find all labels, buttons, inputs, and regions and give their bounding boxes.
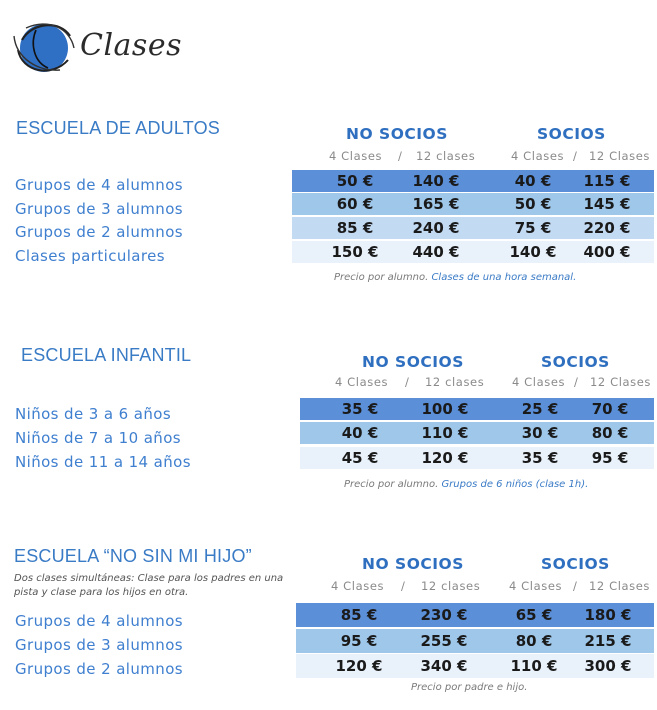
price-cell: 400 € bbox=[583, 243, 631, 261]
price-cell: 240 € bbox=[412, 219, 460, 237]
row-label: Niños de 11 a 14 años bbox=[15, 453, 191, 471]
subheader-12-clases: 12 clases bbox=[421, 579, 481, 593]
price-cell: 220 € bbox=[583, 219, 631, 237]
price-cell: 110 € bbox=[510, 657, 558, 675]
table-row bbox=[296, 654, 654, 678]
price-note bbox=[334, 272, 576, 283]
price-cell: 70 € bbox=[591, 400, 629, 418]
subheader-12-clases: 12 Clases bbox=[590, 375, 652, 389]
note-highlight: Clases de una hora semanal. bbox=[431, 272, 577, 283]
logo-ball-icon bbox=[8, 14, 78, 78]
price-cell: 50 € bbox=[336, 172, 374, 190]
section-description: Dos clases simultáneas: Clase para los padres en una pista y clase para los hijos en otra. bbox=[14, 573, 284, 598]
subheader-4-clases: 4 Clases bbox=[335, 375, 389, 389]
price-note bbox=[411, 682, 527, 693]
price-cell: 75 € bbox=[514, 219, 552, 237]
price-cell: 80 € bbox=[515, 632, 553, 650]
price-cell: 145 € bbox=[583, 195, 631, 213]
table-row bbox=[300, 398, 654, 420]
price-cell: 165 € bbox=[412, 195, 460, 213]
price-cell: 120 € bbox=[335, 657, 383, 675]
price-cell: 45 € bbox=[341, 449, 379, 467]
subheader-sep: / bbox=[405, 375, 410, 389]
subheader-4-clases: 4 Clases bbox=[331, 579, 385, 593]
subheader-sep: / bbox=[573, 579, 578, 593]
subheader-sep: / bbox=[573, 149, 578, 163]
row-label: Niños de 3 a 6 años bbox=[15, 405, 172, 423]
header-no-socios: NO SOCIOS bbox=[346, 125, 448, 143]
price-cell: 110 € bbox=[421, 424, 469, 442]
price-cell: 65 € bbox=[515, 606, 553, 624]
price-cell: 255 € bbox=[420, 632, 468, 650]
subheader-4-clases: 4 Clases bbox=[329, 149, 383, 163]
note-highlight: Grupos de 6 niños (clase 1h). bbox=[441, 479, 589, 490]
subheader-12-clases: 12 Clases bbox=[589, 579, 651, 593]
note-text: Precio por padre e hijo. bbox=[411, 682, 528, 693]
section-title: ESCUELA “NO SIN MI HIJO” bbox=[14, 546, 252, 566]
price-cell: 40 € bbox=[341, 424, 379, 442]
subheader-12-clases: 12 Clases bbox=[589, 149, 651, 163]
subheader-12-clases: 12 clases bbox=[416, 149, 476, 163]
table-row bbox=[296, 629, 654, 653]
row-label: Grupos de 4 alumnos bbox=[15, 612, 183, 630]
price-cell: 340 € bbox=[420, 657, 468, 675]
price-cell: 85 € bbox=[336, 219, 374, 237]
section-title: ESCUELA INFANTIL bbox=[21, 345, 192, 365]
header-socios: SOCIOS bbox=[537, 125, 606, 143]
table-row bbox=[300, 447, 654, 469]
note-text: Precio por alumno. bbox=[334, 272, 429, 283]
row-label: Grupos de 3 alumnos bbox=[15, 636, 183, 654]
price-cell: 80 € bbox=[591, 424, 629, 442]
table-row bbox=[292, 170, 654, 192]
header-socios: SOCIOS bbox=[541, 353, 610, 371]
section-title: ESCUELA DE ADULTOS bbox=[16, 118, 221, 138]
subheader-4-clases: 4 Clases bbox=[509, 579, 563, 593]
logo bbox=[8, 14, 198, 78]
price-cell: 50 € bbox=[514, 195, 552, 213]
row-label: Grupos de 2 alumnos bbox=[15, 660, 183, 678]
table-row bbox=[292, 241, 654, 263]
price-cell: 60 € bbox=[336, 195, 374, 213]
price-cell: 300 € bbox=[584, 657, 632, 675]
row-label: Clases particulares bbox=[15, 247, 165, 265]
price-cell: 150 € bbox=[331, 243, 379, 261]
subheader-sep: / bbox=[401, 579, 406, 593]
price-cell: 95 € bbox=[340, 632, 378, 650]
price-cell: 35 € bbox=[341, 400, 379, 418]
header-socios: SOCIOS bbox=[541, 555, 610, 573]
subheader-sep: / bbox=[398, 149, 403, 163]
price-cell: 140 € bbox=[509, 243, 557, 261]
row-label: Niños de 7 a 10 años bbox=[15, 429, 181, 447]
price-cell: 85 € bbox=[340, 606, 378, 624]
price-note bbox=[344, 479, 588, 490]
price-cell: 95 € bbox=[591, 449, 629, 467]
table-row bbox=[292, 193, 654, 215]
price-cell: 140 € bbox=[412, 172, 460, 190]
price-cell: 215 € bbox=[584, 632, 632, 650]
price-cell: 230 € bbox=[420, 606, 468, 624]
price-cell: 120 € bbox=[421, 449, 469, 467]
price-cell: 115 € bbox=[583, 172, 631, 190]
subheader-12-clases: 12 clases bbox=[425, 375, 485, 389]
header-no-socios: NO SOCIOS bbox=[362, 353, 464, 371]
price-cell: 440 € bbox=[412, 243, 460, 261]
subheader-sep: / bbox=[574, 375, 579, 389]
price-cell: 100 € bbox=[421, 400, 469, 418]
price-cell: 25 € bbox=[521, 400, 559, 418]
row-label: Grupos de 2 alumnos bbox=[15, 223, 183, 241]
table-row bbox=[300, 422, 654, 444]
price-cell: 40 € bbox=[514, 172, 552, 190]
row-label: Grupos de 3 alumnos bbox=[15, 200, 183, 218]
logo-text: Clases bbox=[80, 28, 182, 63]
note-text: Precio por alumno. bbox=[344, 479, 439, 490]
price-cell: 180 € bbox=[584, 606, 632, 624]
row-label: Grupos de 4 alumnos bbox=[15, 176, 183, 194]
table-row bbox=[296, 603, 654, 627]
subheader-4-clases: 4 Clases bbox=[512, 375, 566, 389]
header-no-socios: NO SOCIOS bbox=[362, 555, 464, 573]
price-cell: 35 € bbox=[521, 449, 559, 467]
subheader-4-clases: 4 Clases bbox=[511, 149, 565, 163]
price-cell: 30 € bbox=[521, 424, 559, 442]
table-row bbox=[292, 217, 654, 239]
